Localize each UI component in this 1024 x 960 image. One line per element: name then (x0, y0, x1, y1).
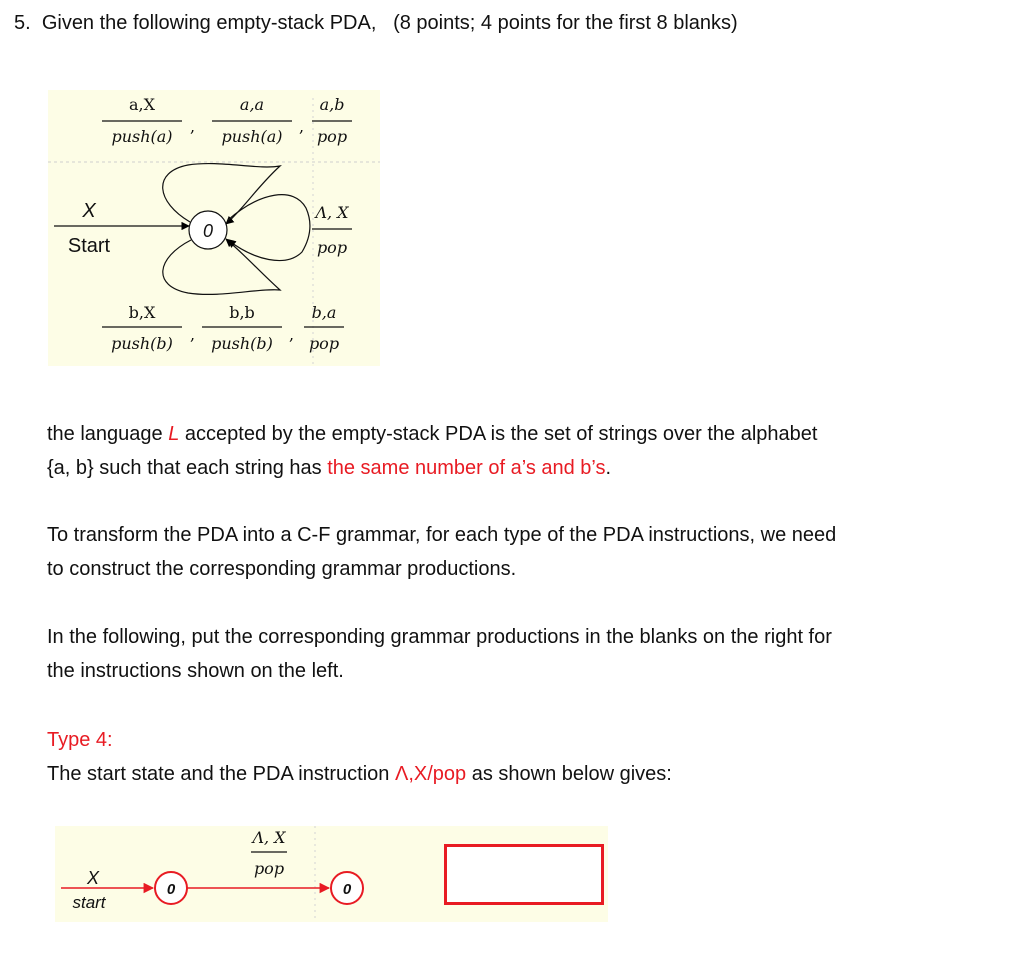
type4-instruction: Λ,X/pop (394, 763, 467, 785)
bottom-instr-2-numerator: b,b (229, 303, 255, 322)
language-text-end: . (605, 457, 612, 479)
right-instr-denominator: pop (316, 238, 348, 257)
type4-stack-symbol: X (86, 868, 100, 888)
bottom-instr-2-denominator: push(b) (211, 334, 273, 353)
instructions-description (47, 620, 832, 688)
pda-diagram (48, 90, 380, 366)
language-text-3: {a, b} such that each string has (47, 457, 328, 479)
type4-instr-numerator: Λ, X (252, 828, 286, 847)
answer-blank[interactable] (444, 844, 604, 905)
top-instr-2-numerator: a,a (239, 95, 265, 114)
type4-desc-2: as shown below gives: (466, 763, 672, 785)
type4-instr-denominator: pop (253, 859, 285, 878)
transform-description (47, 518, 836, 586)
question-header (14, 12, 738, 35)
top-instr-1-numerator: a,X (128, 95, 156, 114)
type4-state-from-label: 0 (166, 881, 176, 898)
top-instr-3-denominator: pop (316, 127, 348, 146)
question-points: (8 points; 4 points for the first 8 blanks) (393, 12, 738, 34)
question-number: 5. (14, 12, 31, 34)
start-label: Start (67, 235, 111, 257)
right-instr-numerator: Λ, X (315, 203, 349, 222)
top-instr-3-numerator: a,b (319, 95, 345, 114)
top-instr-1-denominator: push(a) (111, 127, 173, 146)
pda-diagram-svg (48, 90, 380, 366)
language-description (47, 417, 817, 485)
language-text-1: the language (47, 423, 169, 445)
bottom-instr-3-denominator: pop (308, 334, 340, 353)
state-0-label: 0 (202, 221, 214, 241)
bottom-instr-2-separator: , (289, 325, 295, 344)
type4-state-to-label: 0 (342, 881, 352, 898)
top-instr-1-separator: , (190, 117, 196, 136)
instructions-line-2: the instructions shown on the left. (47, 660, 344, 682)
language-text-2: accepted by the empty-stack PDA is the set of strings over the alphabet (179, 423, 818, 445)
bottom-instr-1-denominator: push(b) (111, 334, 173, 353)
type4-start-label: start (72, 893, 106, 912)
question-title: Given the following empty-stack PDA, (41, 12, 377, 34)
top-instr-2-denominator: push(a) (221, 127, 283, 146)
type4-desc-1: The start state and the PDA instruction (47, 763, 395, 785)
instructions-line-1: In the following, put the corresponding grammar productions in the blanks on the right for (47, 626, 832, 648)
bottom-instr-3-numerator: b,a (311, 303, 337, 322)
type4-heading: Type 4: (47, 729, 113, 751)
bottom-instr-1-separator: , (190, 325, 196, 344)
top-instr-2-separator: , (299, 117, 305, 136)
bottom-instr-1-numerator: b,X (128, 303, 156, 322)
language-symbol-L: L (168, 423, 180, 445)
transform-line-2: to construct the corresponding grammar productions. (47, 558, 517, 580)
type4-section (47, 723, 672, 791)
transform-line-1: To transform the PDA into a C-F grammar, for each type of the PDA instructions, we need (47, 524, 837, 546)
language-highlight: the same number of a’s and b’s (327, 457, 606, 479)
start-stack-symbol: X (82, 200, 96, 222)
